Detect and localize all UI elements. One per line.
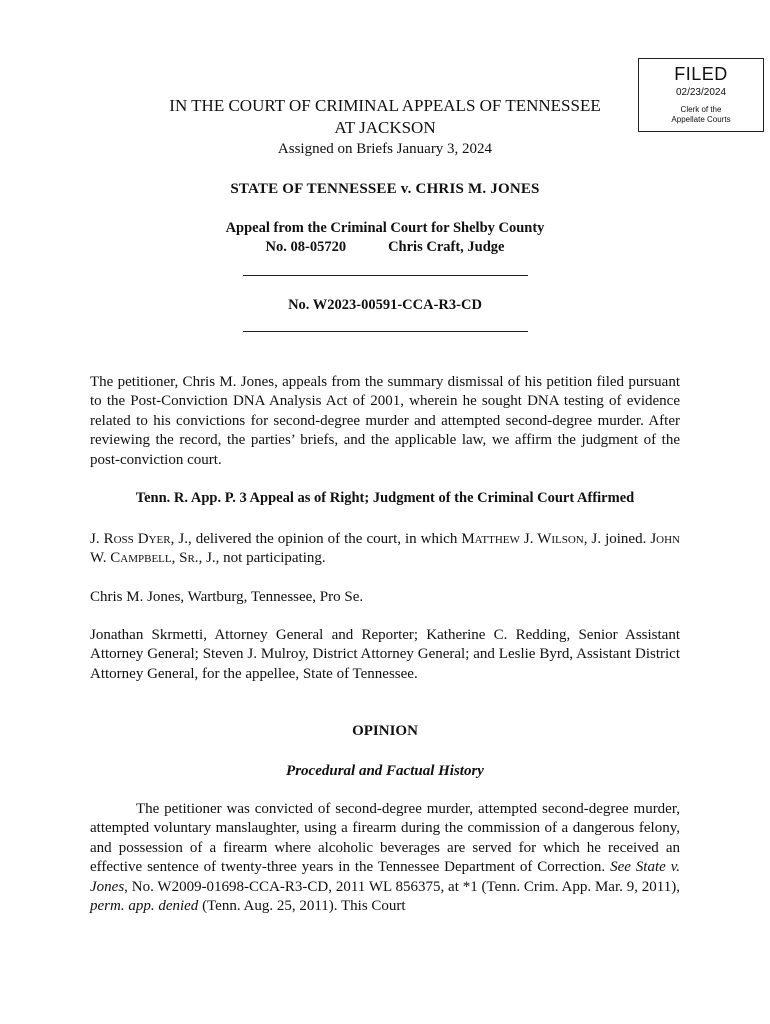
appeal-from: Appeal from the Criminal Court for Shelby County bbox=[225, 220, 545, 236]
docket-number: No. W2023-00591-CCA-R3-CD bbox=[288, 297, 482, 313]
non-participating-judge: John W. Campbell, Sr. bbox=[90, 531, 680, 567]
divider-top bbox=[243, 275, 528, 276]
joining-suffix: , J. joined. bbox=[583, 531, 651, 547]
appellee-counsel: Jonathan Skrmetti, Attorney General and Reporter; Katherine C. Redding, Senior Assistant Attorney General; Steven J. Mulroy, District Attorney General; and Leslie Byrd, Assistant District Attorney General, for the appellee, State of Tennessee. bbox=[90, 627, 680, 682]
trial-number: No. 08-05720 bbox=[265, 239, 347, 255]
author-suffix: , J., delivered the opinion of the court, in which bbox=[170, 531, 462, 547]
appeal-from-block bbox=[90, 219, 680, 257]
author-judge: J. Ross Dyer bbox=[90, 531, 171, 547]
court-line-1: IN THE COURT OF CRIMINAL APPEALS OF TENNESSEE bbox=[169, 96, 601, 115]
trial-judge: Chris Craft, Judge bbox=[388, 239, 505, 255]
case-summary: The petitioner, Chris M. Jones, appeals from the summary dismissal of his petition filed pursuant to the Post-Conviction DNA Analysis Act of 2001, wherein he sought DNA testing of evidence related to his convictions for second-degree murder and attempted second-degree murder. After reviewing the record, the parties’ briefs, and the applicable law, we affirm the judgment of the post-conviction court. bbox=[90, 374, 680, 468]
petitioner-counsel: Chris M. Jones, Wartburg, Tennessee, Pro Se. bbox=[90, 589, 364, 605]
judges-line bbox=[90, 530, 680, 569]
stamp-clerk-line1: Clerk of the bbox=[680, 105, 722, 114]
case-caption: STATE OF TENNESSEE v. CHRIS M. JONES bbox=[230, 181, 540, 197]
joining-judge: Matthew J. Wilson bbox=[461, 531, 584, 547]
p1-text-a: The petitioner was convicted of second-degree murder, attempted second-degree murder, attempted voluntary manslaughter, using a firearm during the commission of a dangerous felony, and possession of a firearm where alcoholic beverages are served for which he received an effective sentence of twenty-three years in the Tennessee Department of Correction. bbox=[90, 801, 680, 876]
assigned-date: Assigned on Briefs January 3, 2024 bbox=[277, 141, 493, 157]
p1-text-c: (Tenn. Aug. 25, 2011). This Court bbox=[198, 898, 406, 915]
procedural-history-heading: Procedural and Factual History bbox=[286, 763, 484, 779]
divider-bottom bbox=[243, 331, 528, 332]
opinion-heading: OPINION bbox=[352, 723, 418, 739]
p1-text-b: , No. W2009-01698-CCA-R3-CD, 2011 WL 856375, at *1 (Tenn. Crim. App. Mar. 9, 2011), bbox=[124, 878, 680, 895]
stamp-clerk-line2: Appellate Courts bbox=[671, 115, 731, 124]
non-participating-suffix: , J., not participating. bbox=[198, 550, 326, 567]
p1-citation-2: perm. app. denied bbox=[90, 898, 199, 915]
opinion-paragraph-1 bbox=[90, 800, 680, 916]
stamp-title: FILED bbox=[674, 64, 728, 84]
court-name bbox=[90, 95, 680, 139]
court-line-2: AT JACKSON bbox=[334, 118, 436, 137]
trial-info bbox=[90, 238, 680, 257]
holding-line: Tenn. R. App. P. 3 Appeal as of Right; Judgment of the Criminal Court Affirmed bbox=[135, 490, 635, 506]
p1-citation-1: See State v. Jones bbox=[90, 859, 680, 895]
stamp-date: 02/23/2024 bbox=[675, 87, 727, 98]
